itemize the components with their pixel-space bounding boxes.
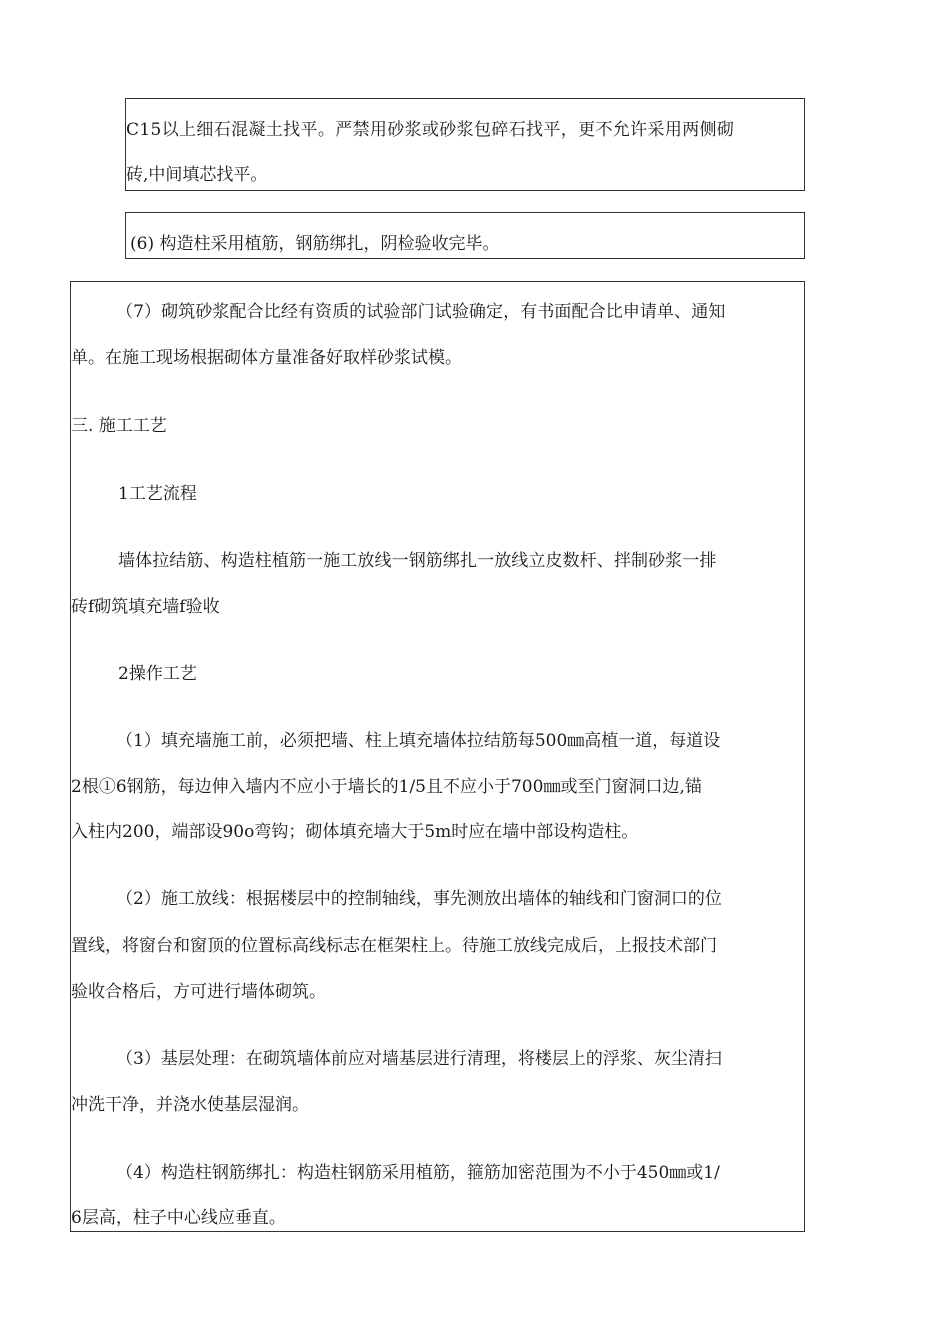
para-7-line-1: （7）砌筑砂浆配合比经有资质的试验部门试验确定，有书面配合比申请单、通知 <box>116 302 726 322</box>
subheading-process-flow: 1工艺流程 <box>118 484 197 504</box>
para-7-line-2: 单。在施工现场根据砌体方量准备好取样砂浆试模。 <box>71 348 462 368</box>
para-1-line-3: 入柱内200，端部设90o弯钩；砌体填充墙大于5m时应在墙中部设构造柱。 <box>71 822 639 842</box>
subheading-operation: 2操作工艺 <box>118 664 197 684</box>
flow-line-2: 砖f砌筑填充墙f验收 <box>71 597 220 617</box>
para-1-line-2: 2根①6钢筋，每边伸入墙内不应小于墙长的1/5且不应小于700㎜或至门窗洞口边,锚 <box>71 777 702 797</box>
para-2-line-2: 置线，将窗台和窗顶的位置标高线标志在框架柱上。待施工放线完成后，上报技术部门 <box>71 936 717 956</box>
para-3-line-2: 冲洗干净，并浇水使基层湿润。 <box>71 1095 309 1115</box>
section-heading-3: 三. 施工工艺 <box>71 416 167 436</box>
flow-line-1: 墙体拉结筋、构造柱植筋一施工放线一钢筋绑扎一放线立皮数杆、拌制砂浆一排 <box>118 551 717 571</box>
para-3-line-1: （3）基层处理：在砌筑墙体前应对墙基层进行清理，将楼层上的浮浆、灰尘清扫 <box>116 1049 722 1069</box>
box2-line-1: (6) 构造柱采用植筋，钢筋绑扎，阴检验收完毕。 <box>130 234 500 254</box>
box1-line-1: C15以上细石混凝土找平。严禁用砂浆或砂浆包碎石找平，更不允许采用两侧砌 <box>126 120 735 140</box>
para-4-line-1: （4）构造柱钢筋绑扎：构造柱钢筋采用植筋，箍筋加密范围为不小于450㎜或1/ <box>116 1163 720 1183</box>
para-2-line-3: 验收合格后，方可进行墙体砌筑。 <box>71 982 326 1002</box>
para-1-line-1: （1）填充墙施工前，必须把墙、柱上填充墙体拉结筋每500㎜高植一道，每道设 <box>116 731 721 751</box>
main-content-box <box>70 281 805 1232</box>
box1-line-2: 砖,中间填芯找平。 <box>126 165 268 185</box>
para-4-line-2: 6层高，柱子中心线应垂直。 <box>71 1208 286 1228</box>
para-2-line-1: （2）施工放线：根据楼层中的控制轴线，事先测放出墙体的轴线和门窗洞口的位 <box>116 889 722 909</box>
